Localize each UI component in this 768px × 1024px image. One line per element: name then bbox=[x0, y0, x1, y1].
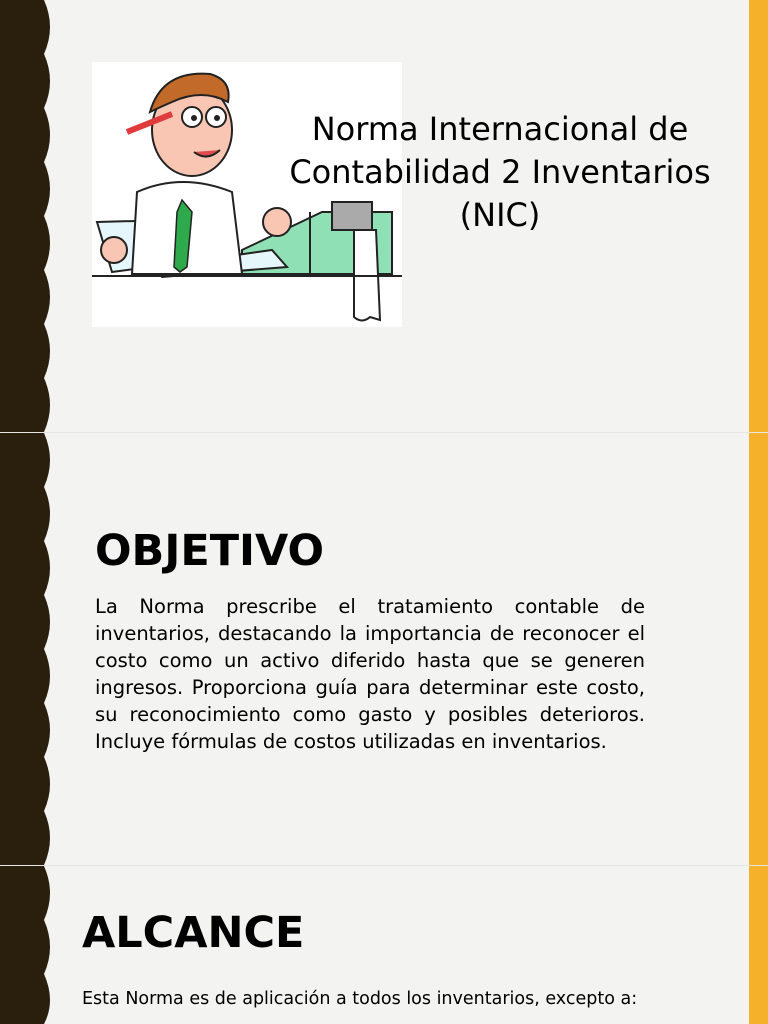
wavy-border bbox=[0, 433, 60, 865]
wavy-border bbox=[0, 866, 60, 1024]
section-heading: OBJETIVO bbox=[95, 526, 325, 576]
accent-bar bbox=[749, 866, 768, 1024]
section-heading: ALCANCE bbox=[82, 908, 305, 958]
slide-objetivo bbox=[0, 433, 768, 865]
slide-alcance bbox=[0, 866, 768, 1024]
accent-bar bbox=[749, 433, 768, 865]
section-body: La Norma prescribe el tratamiento contable de inventarios, destacando la importancia de reconocer el costo como un activo diferido hasta que se generen ingresos. Proporciona guía para determinar este costo, su reconocimiento como gasto y posibles deterioros. Incluye fórmulas de costos utilizadas en inventarios. bbox=[95, 595, 645, 753]
accent-bar bbox=[749, 0, 768, 432]
section-body: Esta Norma es de aplicación a todos los inventarios, excepto a: bbox=[82, 989, 638, 1009]
wavy-border bbox=[0, 0, 60, 432]
slide-title-text: Norma Internacional de Contabilidad 2 Inventarios (NIC) bbox=[289, 110, 711, 234]
slide-title bbox=[0, 0, 768, 432]
